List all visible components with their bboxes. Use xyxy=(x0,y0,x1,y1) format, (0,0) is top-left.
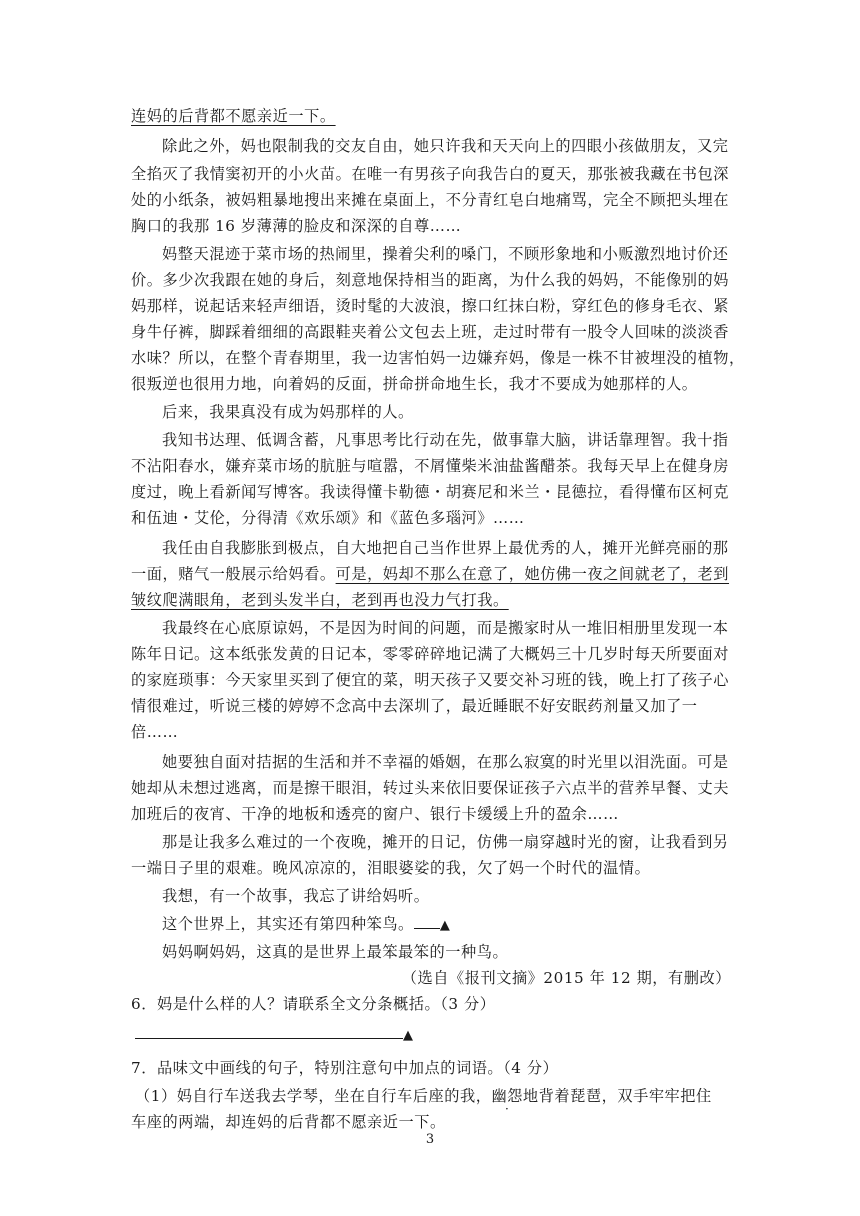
text-line xyxy=(131,564,731,584)
text-line: 车座的两端，却连妈的后背都不愿亲近一下。 xyxy=(131,1113,446,1131)
triangle-icon: ▲ xyxy=(403,1028,414,1043)
text-line: 全掐灭了我情窦初开的小火苗。在唯一有男孩子向我告白的夏天，那张被我藏在书包深 xyxy=(131,165,730,183)
text-line: 她却从未想过逃离，而是擦干眼泪，转过头来依旧要保证孩子六点半的营养早餐、丈夫 xyxy=(131,779,730,797)
question-7: 7．品味文中画线的句子，特别注意句中加点的词语。（4 分） xyxy=(131,1059,559,1077)
paragraph-start: 妈整天混迹于菜市场的热闹里，操着尖利的嗓门，不顾形象地和小贩激烈地讨价还 xyxy=(162,245,729,263)
answer-blank xyxy=(135,1024,403,1039)
question-6: 6．妈是什么样的人？请联系全文分条概括。（3 分） xyxy=(131,995,496,1013)
dotted-word: 幽怨 xyxy=(491,1087,523,1105)
underlined-sentence: 可是，妈却不那么在意了，她仿佛一夜之间就老了，老到 xyxy=(335,565,730,583)
text-span: 地背着琵琶，双手牢牢把住 xyxy=(522,1087,712,1105)
paragraph-start: 妈妈啊妈妈，这真的是世界上最笨最笨的一种鸟。 xyxy=(162,943,509,961)
text-line: 胸口的我那 16 岁薄薄的脸皮和深深的自尊…… xyxy=(131,217,462,235)
text-line: 加班后的夜宵、干净的地板和透亮的窗户、银行卡缓缓上升的盈余…… xyxy=(131,805,619,823)
text-span: 这个世界上，其实还有第四种笨鸟。 xyxy=(162,915,414,933)
paragraph-start: 我想，有一个故事，我忘了讲给妈听。 xyxy=(162,887,430,905)
text-line: 水味？所以，在整个青春期里，我一边害怕妈一边嫌弃妈，像是一株不甘被埋没的植物， xyxy=(131,349,745,367)
paragraph-start: 除此之外，妈也限制我的交友自由，她只许我和天天向上的四眼小孩做朋友，又完 xyxy=(162,137,729,155)
text-line: 倍…… xyxy=(131,723,179,741)
paragraph-start: 后来，我果真没有成为妈那样的人。 xyxy=(162,403,414,421)
text-line: 度过，晚上看新闻写博客。我读得懂卡勒德・胡赛尼和米兰・昆德拉，看得懂布区柯克 xyxy=(131,483,730,501)
paragraph-start: 我最终在心底原谅妈，不是因为时间的问题，而是搬家时从一堆旧相册里发现一本 xyxy=(162,619,729,637)
paragraph-start: 我知书达理、低调含蓄，凡事思考比行动在先，做事靠大脑，讲话靠理智。我十指 xyxy=(162,431,729,449)
text-line: 价。多少次我跟在她的身后，刻意地保持相当的距离，为什么我的妈妈，不能像别的妈 xyxy=(131,271,730,289)
answer-blank xyxy=(414,914,440,929)
text-line: 连妈的后背都不愿亲近一下。 xyxy=(131,107,336,125)
question-7-1 xyxy=(135,1086,735,1106)
text-span: （1）妈自行车送我去学琴，坐在自行车后座的我， xyxy=(135,1087,492,1105)
paragraph-start: 那是让我多么难过的一个夜晚，摊开的日记，仿佛一扇穿越时光的窗，让我看到另 xyxy=(162,833,729,851)
text-line: 一端日子里的艰难。晚风凉凉的，泪眼婆娑的我，欠了妈一个时代的温情。 xyxy=(131,859,651,877)
answer-line xyxy=(131,1024,731,1046)
page-number: 3 xyxy=(425,1132,435,1147)
text-line: 情很难过，听说三楼的婷婷不念高中去深圳了，最近睡眠不好安眠药剂量又加了一 xyxy=(131,697,698,715)
text-line: 和伍迪・艾伦，分得清《欢乐颂》和《蓝色多瑙河》…… xyxy=(131,509,525,527)
text-line: 身牛仔裤，脚踩着细细的高跟鞋夹着公文包去上班，走过时带有一股令人回味的淡淡香 xyxy=(131,323,730,341)
text-line: 陈年日记。这本纸张发黄的日记本，零零碎碎地记满了大概妈三十几岁时每天所要面对 xyxy=(131,645,730,663)
text-span: 一面，赌气一般展示给妈看。 xyxy=(131,565,336,583)
paragraph-start: 她要独自面对拮据的生活和并不幸福的婚姻，在那么寂寞的时光里以泪洗面。可是 xyxy=(162,753,729,771)
triangle-icon: ▲ xyxy=(439,918,451,933)
paragraph-start xyxy=(162,914,731,936)
text-line: 很叛逆也很用力地，向着妈的反面，拼命拼命地生长，我才不要成为她那样的人。 xyxy=(131,375,698,393)
text-line: 妈那样，说起话来轻声细语，烫时髦的大波浪，擦口红抹白粉，穿红色的修身毛衣、紧 xyxy=(131,297,730,315)
text-line: 不沾阳春水，嫌弃菜市场的肮脏与喧嚣，不屑懂柴米油盐酱醋茶。我每天早上在健身房 xyxy=(131,457,730,475)
underlined-sentence: 皱纹爬满眼角，老到头发半白，老到再也没力气打我。 xyxy=(131,591,509,609)
text-line: 处的小纸条，被妈粗暴地搜出来摊在桌面上，不分青红皂白地痛骂，完全不顾把头埋在 xyxy=(131,191,730,209)
text-line: 的家庭琐事：今天家里买到了便宜的菜，明天孩子又要交补习班的钱，晚上打了孩子心 xyxy=(131,671,730,689)
source-citation: （选自《报刊文摘》2015 年 12 期，有删改） xyxy=(401,969,731,987)
paragraph-start: 我任由自我膨胀到极点，自大地把自己当作世界上最优秀的人，摊开光鲜亮丽的那 xyxy=(162,539,729,557)
